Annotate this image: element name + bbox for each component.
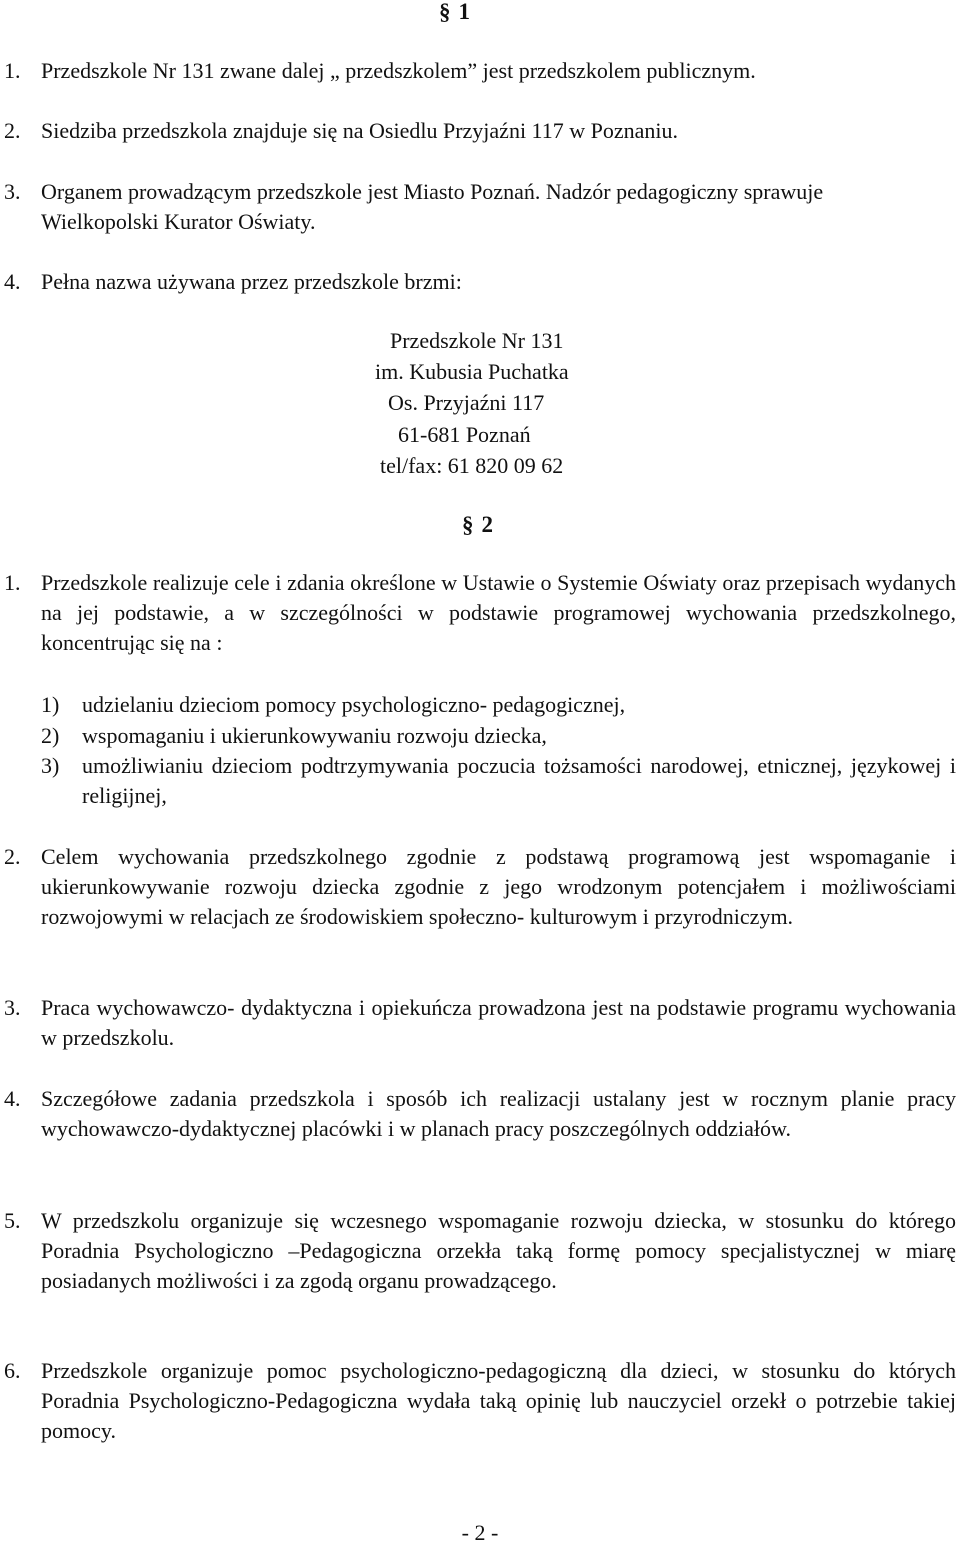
sub-item-number: 3): [41, 753, 60, 778]
item-number: 4.: [4, 269, 21, 294]
sub-item-2: [0, 721, 956, 751]
section-1-heading: [439, 0, 470, 27]
section-2-item-5: [0, 1206, 956, 1296]
section-2-heading: [462, 510, 493, 540]
sub-item-1: [0, 690, 956, 720]
item-number: 5.: [4, 1208, 21, 1233]
section-2-item-1: [0, 568, 956, 658]
section-2-item-4: [0, 1084, 956, 1144]
sub-item-text: udzielaniu dzieciom pomocy psychologiczno- pedagogicznej,: [82, 692, 626, 717]
section-2-item-6: [0, 1356, 956, 1446]
item-text: Praca wychowawczo- dydaktyczna i opiekuńcza prowadzona jest na podstawie programu wychowania w przedszkolu.: [41, 995, 956, 1050]
sub-item-number: 2): [41, 723, 60, 748]
sub-item-text: umożliwianiu dzieciom podtrzymywania poczucia tożsamości narodowej, etnicznej, językowej i religijnej,: [82, 753, 956, 808]
sub-item-text: wspomaganiu i ukierunkowywaniu rozwoju dziecka,: [82, 723, 547, 748]
item-text: Przedszkole realizuje cele i zdania określone w Ustawie o Systemie Oświaty oraz przepisach wydanych na jej podstawie, a w szczególności w podstawie programowej wychowania przedszkolnego, koncentrując się na :: [41, 570, 956, 655]
address-line-phone: tel/fax: 61 820 09 62: [380, 453, 564, 478]
item-text: Szczegółowe zadania przedszkola i sposób ich realizacji ustalany jest w rocznym planie pracy wychowawczo-dydaktycznej placówki i w planach pracy poszczególnych oddziałów.: [41, 1086, 956, 1141]
item-number: 1.: [4, 58, 21, 83]
item-number: 3.: [4, 995, 21, 1020]
section-1-item-3: [0, 177, 880, 237]
section-1-item-1: [0, 56, 956, 86]
sub-item-number: 1): [41, 692, 60, 717]
item-text: Celem wychowania przedszkolnego zgodnie z podstawą programową jest wspomaganie i ukierunkowywanie rozwoju dziecka zgodnie z jego wrodzonym potencjałem i możliwościami rozwojowymi w relacjach ze środowiskiem społeczno- kulturowym i przyrodniczym.: [41, 844, 956, 929]
section-1-item-4: [0, 267, 956, 297]
item-number: 1.: [4, 570, 21, 595]
paragraph-symbol: §: [462, 512, 474, 537]
item-text: Organem prowadzącym przedszkole jest Miasto Poznań. Nadzór pedagogiczny sprawuje Wielkopolski Kurator Oświaty.: [41, 179, 824, 234]
section-2-item-3: [0, 993, 956, 1053]
address-line-city: 61-681 Poznań: [398, 422, 531, 447]
section-number: 2: [481, 512, 493, 537]
section-1-item-2: [0, 116, 956, 146]
address-line-street: Os. Przyjaźni 117: [388, 390, 545, 415]
item-text: Przedszkole organizuje pomoc psychologiczno-pedagogiczną dla dzieci, w stosunku do których Poradnia Psychologiczno-Pedagogiczna wydała taką opinię lub nauczyciel orzekł o potrzebie takiej pomocy.: [41, 1358, 956, 1443]
item-number: 2.: [4, 844, 21, 869]
item-text: Siedziba przedszkola znajduje się na Osiedlu Przyjaźni 117 w Poznaniu.: [41, 118, 679, 143]
address-line-patron: im. Kubusia Puchatka: [375, 359, 569, 384]
sub-item-3: [0, 751, 956, 811]
item-number: 4.: [4, 1086, 21, 1111]
section-number: 1: [458, 0, 470, 24]
item-text: Pełna nazwa używana przez przedszkole brzmi:: [41, 269, 462, 294]
address-line-name: Przedszkole Nr 131: [390, 328, 564, 353]
item-text: Przedszkole Nr 131 zwane dalej „ przedszkolem” jest przedszkolem publicznym.: [41, 58, 756, 83]
page-number: - 2 -: [461, 1520, 499, 1545]
paragraph-symbol: §: [439, 0, 451, 24]
item-number: 6.: [4, 1358, 21, 1383]
section-2-item-2: [0, 842, 956, 932]
item-number: 3.: [4, 179, 21, 204]
item-text: W przedszkolu organizuje się wczesnego wspomaganie rozwoju dziecka, w stosunku do którego Poradnia Psychologiczno –Pedagogiczna orzekła taką formę pomocy specjalistycznej w miarę posiadanych możliwości i za zgodą organu prowadzącego.: [41, 1208, 956, 1293]
item-number: 2.: [4, 118, 21, 143]
